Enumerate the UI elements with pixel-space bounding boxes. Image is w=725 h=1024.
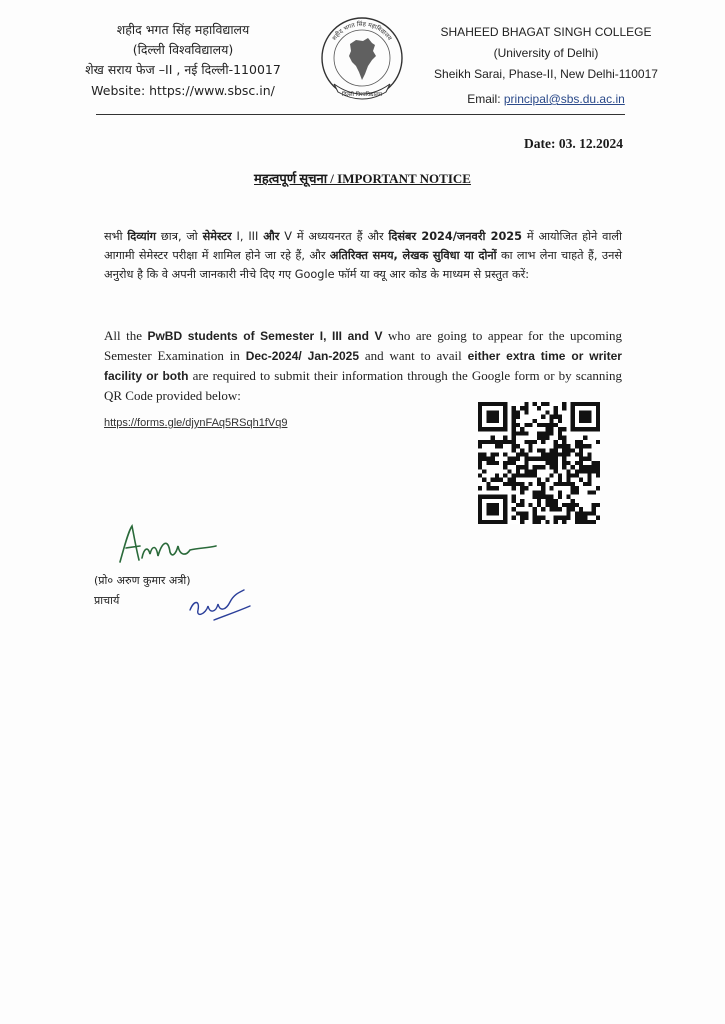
email-link[interactable]: principal@sbs.du.ac.in — [503, 92, 625, 106]
initials-signature — [184, 586, 256, 624]
signatory-block — [94, 571, 191, 611]
header-english-block — [432, 22, 660, 110]
address-english: Sheikh Sarai, Phase-II, New Delhi-110017 — [434, 67, 658, 81]
email-line — [432, 89, 660, 110]
google-form-link[interactable]: https://forms.gle/djynFAq5RSqh1fVq9 — [104, 417, 288, 429]
notice-title: महत्वपूर्ण सूचना / IMPORTANT NOTICE — [254, 171, 471, 186]
svg-text:शहीद भगत सिंह महाविद्यालय — [331, 20, 393, 42]
college-logo — [316, 14, 408, 106]
signatory-title: प्राचार्य — [94, 594, 120, 607]
hindi-paragraph: सभी दिव्यांग छात्र, जो सेमेस्टर I, III और V में अध्ययनरत हैं और दिसंबर 2024/जनवरी 2025 में आयोजित होने वाली आगामी सेमेस्टर परीक्षा में शामिल होने जा रहे हैं, और अतिरिक्त समय, लेखक सुविधा या दोनों का लाभ लेना चाहते हैं, उनसे अनुरोध है कि वे अपनी जानकारी नीचे दिए गए Google फॉर्म या क्यू आर कोड के माध्यम से प्रस्तुत करें: — [104, 230, 622, 281]
signatory-name: (प्रो० अरुण कुमार अत्री) — [94, 574, 191, 587]
website-text[interactable]: Website: https://www.sbsc.in/ — [91, 83, 275, 98]
college-name-hindi: शहीद भगत सिंह महाविद्यालय — [116, 22, 250, 37]
qr-code[interactable] — [478, 402, 600, 524]
college-name-english: SHAHEED BHAGAT SINGH COLLEGE — [440, 25, 652, 39]
principal-signature — [112, 518, 222, 573]
header-hindi-block — [78, 20, 288, 101]
header-divider — [96, 114, 625, 115]
logo-arc-text: शहीद भगत सिंह महाविद्यालय — [331, 20, 393, 42]
address-hindi: शेख सराय फेज –II , नई दिल्ली-110017 — [85, 62, 281, 77]
notice-date: Date: 03. 12.2024 — [524, 136, 623, 151]
logo-banner-text: दिल्ली विश्वविद्यालय — [342, 92, 382, 98]
email-label: Email: — [467, 92, 504, 106]
university-name-english: (University of Delhi) — [493, 46, 599, 60]
university-name-hindi: (दिल्ली विश्वविद्यालय) — [132, 42, 234, 57]
english-paragraph: All the PwBD students of Semester I, III and V who are going to appear for the upcoming Semester Examination in Dec-2024/ Jan-2025 and want to avail either extra time or writer facility or both are required to submit their information through the Google form or by scanning QR Code provided below: — [104, 328, 623, 403]
